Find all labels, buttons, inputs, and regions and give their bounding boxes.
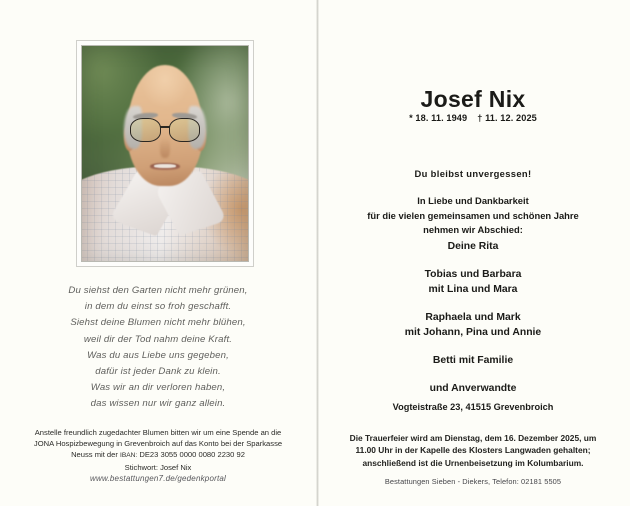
family-line: mit Lina und Mara [428, 283, 518, 295]
dedication-line: für die vielen gemeinsamen und schönen Jahre [367, 209, 579, 221]
ceremony-line: Die Trauerfeier wird am Dienstag, dem 16. Dezember 2025, um [349, 433, 597, 443]
deceased-name: Josef Nix [420, 86, 526, 112]
portrait-photo-content [82, 46, 248, 261]
iban-number: DE23 3055 0000 0080 2230 92 [137, 450, 245, 460]
poem-line: das wissen nur wir ganz allein. [90, 398, 226, 410]
poem-line: dafür ist jeder Dank zu klein. [95, 366, 221, 378]
family-address: Vogteistraße 23, 41515 Grevenbroich [392, 402, 554, 412]
life-dates [316, 113, 630, 123]
donation-line-2: JONA Hospizbewegung in Grevenbroich auf das Konto bei der Sparkasse [33, 439, 283, 449]
family-group [316, 354, 630, 368]
family-group [316, 240, 630, 254]
family-line: mit Johann, Pina und Annie [404, 326, 542, 338]
family-line: Deine Rita [447, 241, 499, 252]
poem-line: Siehst deine Blumen nicht mehr blühen, [70, 317, 246, 329]
memorial-portal-url[interactable]: www.bestattungen7.de/gedenkportal [89, 474, 227, 483]
family-group [316, 311, 630, 340]
photo-glasses-lens-right [169, 118, 200, 142]
poem-line: Du siehst den Garten nicht mehr grünen, [68, 285, 248, 296]
ceremony-details [316, 432, 630, 469]
family-line: Raphaela und Mark [425, 312, 521, 324]
funeral-home-credit: Bestattungen Sieben - Diekers, Telefon: 02181 5505 [384, 477, 562, 486]
right-panel [316, 0, 630, 506]
donation-reference: Stichwort: Josef Nix [124, 462, 192, 472]
photo-glasses-bridge [160, 126, 170, 128]
portrait-photo [81, 45, 249, 262]
donation-line-1: Anstelle freundlich zugedachter Blumen bitten wir um eine Spende an die [34, 428, 282, 437]
family-group [316, 382, 630, 396]
dedication-line: In Liebe und Dankbarkeit [417, 195, 529, 206]
poem-line: Was du aus Liebe uns gegeben, [87, 349, 229, 361]
family-line: Tobias und Barbara [424, 269, 522, 281]
portrait-photo-frame [76, 40, 254, 267]
ceremony-line: 11.00 Uhr in der Kapelle des Klosters Langwaden gehalten; [355, 445, 591, 456]
poem-line: Was wir an dir verloren haben, [90, 382, 226, 394]
unforgotten-message: Du bleibst unvergessen! [414, 168, 532, 179]
ceremony-line: anschließend ist die Urnenbeisetzung im Kolumbarium. [362, 457, 584, 468]
dedication-line: nehmen wir Abschied: [423, 224, 523, 236]
birth-date: * 18. 11. 1949 [409, 113, 468, 123]
photo-nose [160, 138, 170, 157]
dedication-message [316, 194, 630, 238]
iban-label: IBAN: [120, 452, 138, 460]
family-group [316, 268, 630, 297]
poem-line: weil dir der Tod nahm deine Kraft. [83, 333, 233, 345]
donation-bank-prefix: Neuss mit der [71, 450, 121, 460]
photo-glasses-lens-left [130, 118, 161, 142]
memorial-poem [0, 283, 316, 413]
death-date: † 11. 12. 2025 [477, 113, 537, 123]
family-line: und Anverwandte [429, 383, 517, 395]
donation-notice [14, 427, 302, 473]
poem-line: in dem du einst so froh geschafft. [84, 301, 232, 313]
photo-teeth [154, 164, 176, 168]
family-line: Betti mit Familie [432, 355, 514, 367]
surviving-family-list [316, 240, 630, 411]
donation-bank-line [14, 449, 302, 461]
